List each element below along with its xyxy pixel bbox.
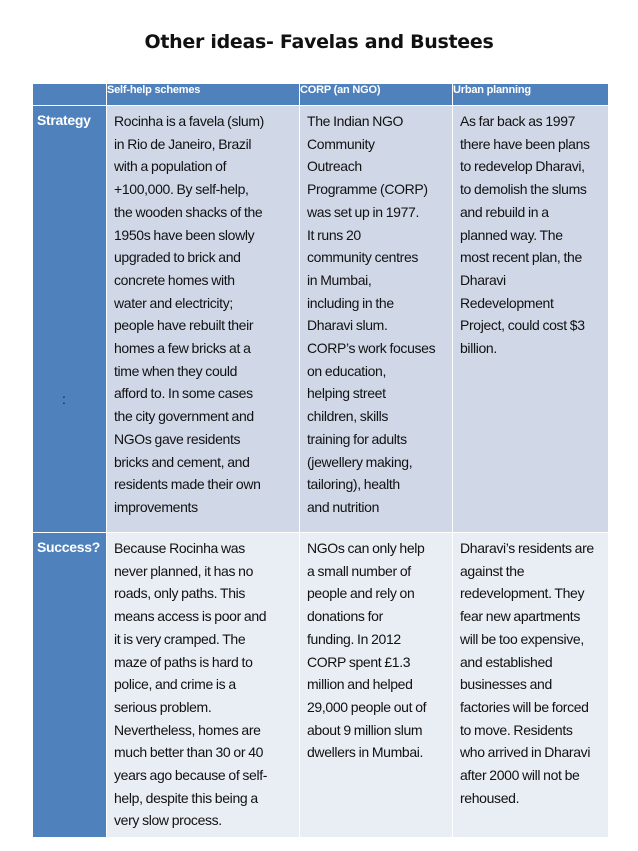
cell-text-line: factories will be forced bbox=[460, 698, 589, 715]
cell-text-line: time when they could bbox=[114, 362, 238, 379]
cell-text-line: and nutrition bbox=[307, 498, 380, 515]
cell-success-self-help bbox=[107, 533, 300, 838]
cell-text-line: was set up in 1977. bbox=[307, 203, 419, 220]
cell-text-line: a small number of bbox=[307, 562, 411, 579]
cell-strategy-corp bbox=[300, 106, 453, 533]
cell-text-line: children, skills bbox=[307, 408, 389, 425]
cell-text-line: donations for bbox=[307, 608, 383, 625]
cell-text-line: about 9 million slum bbox=[307, 721, 423, 738]
cell-text-line: million and helped bbox=[307, 676, 413, 693]
cell-text-line: Rocinha is a favela (slum) bbox=[114, 113, 264, 129]
cell-text-line: Dharavi slum. bbox=[307, 317, 388, 334]
cell-text-line: The Indian NGO bbox=[307, 113, 404, 129]
cell-text-line: very slow process. bbox=[114, 812, 222, 829]
cell-text-line: NGOs can only help bbox=[307, 540, 425, 556]
cell-text-line: to demolish the slums bbox=[460, 181, 587, 198]
cell-text-line: redevelopment. They bbox=[460, 585, 585, 602]
row-header-success bbox=[33, 533, 107, 838]
cell-text-line: Outreach bbox=[307, 158, 362, 175]
cell-text-line: to redevelop Dharavi, bbox=[460, 158, 585, 175]
cell-text-line: businesses and bbox=[460, 676, 552, 693]
cell-text-line: homes a few bricks at a bbox=[114, 340, 251, 357]
table-header-row bbox=[33, 84, 609, 106]
cell-text-line: in Rio de Janeiro, Brazil bbox=[114, 135, 252, 152]
cell-text-line: after 2000 will not be bbox=[460, 767, 580, 784]
cell-text-line: (jewellery making, bbox=[307, 453, 413, 470]
cell-text-line: on education, bbox=[307, 362, 387, 379]
cell-text-line: with a population of bbox=[114, 158, 227, 175]
cell-text-line: CORP’s work focuses bbox=[307, 340, 436, 357]
column-header-corp: CORP (an NGO) bbox=[300, 84, 453, 106]
table-row-success bbox=[33, 533, 609, 838]
cell-text-line: there have been plans bbox=[460, 135, 590, 152]
cell-text-line: including in the bbox=[307, 294, 394, 311]
cell-text-line: Community bbox=[307, 135, 375, 152]
cell-text-line: serious problem. bbox=[114, 698, 212, 715]
cell-text-line: rehoused. bbox=[460, 789, 520, 806]
page-title: Other ideas- Favelas and Bustees bbox=[144, 31, 494, 53]
cell-text-line: the wooden shacks of the bbox=[114, 203, 263, 220]
row-label-strategy: Strategy bbox=[37, 112, 91, 128]
cell-text-line: most recent plan, the bbox=[460, 249, 582, 266]
cell-text-line: Because Rocinha was bbox=[114, 540, 245, 556]
cell-text-line: Project, could cost $3 bbox=[460, 317, 585, 334]
cell-text-line: dwellers in Mumbai. bbox=[307, 744, 424, 761]
header-corner bbox=[33, 84, 107, 106]
cell-text-line: funding. In 2012 bbox=[307, 630, 401, 647]
cell-text-line: CORP spent £1.3 bbox=[307, 653, 411, 670]
cell-text-line: who arrived in Dharavi bbox=[460, 744, 591, 761]
cell-text-line: It runs 20 bbox=[307, 226, 361, 243]
cell-text-line: means access is poor and bbox=[114, 608, 267, 625]
cell-text-line: helping street bbox=[307, 385, 386, 402]
cell-text-line: As far back as 1997 bbox=[460, 113, 576, 129]
cell-text-line: residents made their own bbox=[114, 476, 261, 493]
row-label-success: Success? bbox=[37, 539, 100, 555]
cell-strategy-urban-planning bbox=[453, 106, 609, 533]
cell-text-line: NGOs gave residents bbox=[114, 430, 241, 447]
cell-text-line: years ago because of self- bbox=[114, 767, 268, 784]
column-header-urban-planning: Urban planning bbox=[453, 84, 609, 106]
cell-text-line: tailoring), health bbox=[307, 476, 400, 493]
cell-text-line: 29,000 people out of bbox=[307, 698, 427, 715]
cell-text-line: in Mumbai, bbox=[307, 271, 372, 288]
cell-text-line: Redevelopment bbox=[460, 294, 554, 311]
cell-text-line: it is very cramped. The bbox=[114, 630, 246, 647]
cell-text-line: will be too expensive, bbox=[460, 630, 584, 647]
cell-text-line: maze of paths is hard to bbox=[114, 653, 253, 670]
cell-text-line: improvements bbox=[114, 498, 198, 515]
cell-text-line: +100,000. By self-help, bbox=[114, 181, 249, 198]
cell-text-line: against the bbox=[460, 562, 525, 579]
cell-text-line: afford to. In some cases bbox=[114, 385, 253, 402]
cell-text-line: Dharavi’s residents are bbox=[460, 540, 594, 556]
cell-text-line: never planned, it has no bbox=[114, 562, 254, 579]
cell-text-line: Nevertheless, homes are bbox=[114, 721, 261, 738]
cell-text-line: upgraded to brick and bbox=[114, 249, 241, 266]
cell-text-line: roads, only paths. This bbox=[114, 585, 246, 602]
cell-text-line: people have rebuilt their bbox=[114, 317, 254, 334]
row-header-strategy bbox=[33, 106, 107, 533]
cell-text-line: 1950s have been slowly bbox=[114, 226, 255, 243]
cell-text-line: fear new apartments bbox=[460, 608, 580, 625]
cell-text-line: billion. bbox=[460, 340, 497, 357]
cell-text-line: community centres bbox=[307, 249, 419, 266]
cell-text-line: Programme (CORP) bbox=[307, 181, 428, 198]
cell-text-line: concrete homes with bbox=[114, 271, 235, 288]
cell-text-line: water and electricity; bbox=[114, 294, 233, 311]
cell-text-line: Dharavi bbox=[460, 271, 506, 288]
cell-text-line: and rebuild in a bbox=[460, 203, 549, 220]
cell-success-corp bbox=[300, 533, 453, 838]
table-row-strategy bbox=[33, 106, 609, 533]
cell-text-line: bricks and cement, and bbox=[114, 453, 250, 470]
column-header-self-help: Self-help schemes bbox=[107, 84, 300, 106]
cell-text-line: help, despite this being a bbox=[114, 789, 258, 806]
comparison-table bbox=[32, 83, 609, 838]
cell-text-line: training for adults bbox=[307, 430, 407, 447]
cell-strategy-self-help bbox=[107, 106, 300, 533]
cell-text-line: planned way. The bbox=[460, 226, 563, 243]
cell-text-line: and established bbox=[460, 653, 553, 670]
row-label-colon: : bbox=[62, 391, 66, 407]
cell-text-line: police, and crime is a bbox=[114, 676, 236, 693]
cell-text-line: much better than 30 or 40 bbox=[114, 744, 264, 761]
cell-text-line: to move. Residents bbox=[460, 721, 573, 738]
cell-text-line: the city government and bbox=[114, 408, 254, 425]
cell-success-urban-planning bbox=[453, 533, 609, 838]
cell-text-line: people and rely on bbox=[307, 585, 415, 602]
